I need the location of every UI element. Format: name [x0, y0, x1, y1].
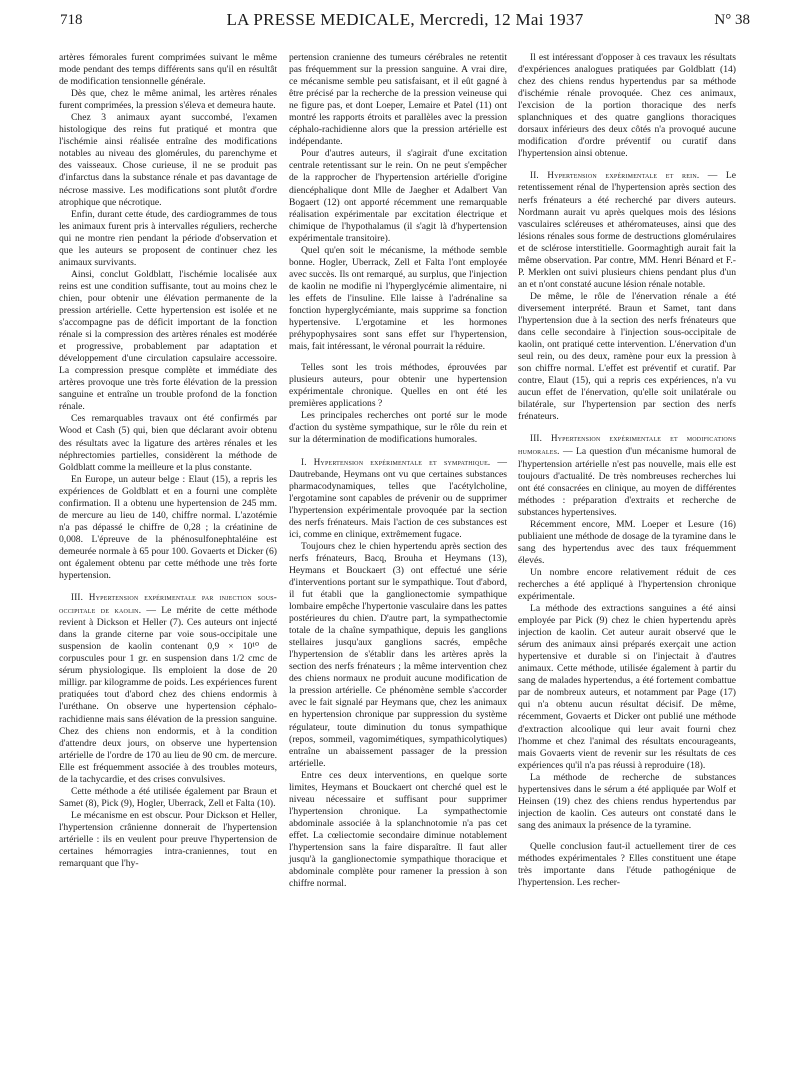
paragraph-text: Les principales recherches ont porté sur le mode d'action du système sympathique, sur le rôle du rein et sur la détermination de modifications humorales.: [289, 410, 507, 446]
paragraph: [59, 209, 277, 269]
paragraph-text: Pour d'autres auteurs, il s'agirait d'une excitation centrale retentissant sur le rein. On ne peut s'empêcher de la rapprocher de l'hypertension artérielle d'origine diencéphalique dont Mlle de Jaegher et Adalbert Van Bogaert (12) ont apporté récemment une remarquable réalisation expérimentale par excitation électrique et chimique de l'hypothalamus (il s'agit là d'hypertension expérimentale transitoire).: [289, 148, 507, 244]
paragraph-text: Il est intéressant d'opposer à ces travaux les résultats d'expériences analogues pratiquées par Goldblatt (14) chez des chiens rendus hypertendus par sa méthode d'ischémie rénale provoquée. Chez ces animaux, l'excision de la portion thoracique des nerfs splanchniques et des quatre ganglions thoraciques dorsaux inférieurs des deux côtés n'a provoqué aucune modification d'ordre préventif ou curatif dans l'hypertension ainsi obtenue.: [518, 52, 736, 160]
paragraph: [289, 362, 507, 410]
paragraph-text: — Dautrebande, Heymans ont vu que certaines substances pharmacodynamiques, telles que l'acétylcholine, l'ergotamine sont capables de prévenir ou de supprimer l'hypertension expérimentale provoquée par la section des nerfs frénateurs. Mais l'action de ces substances est ici, comme en clinique, extrêmement fugace.: [289, 456, 507, 540]
section-heading: I. Hypertension expérimentale et sympathique.: [301, 456, 491, 467]
paragraph: [518, 52, 736, 160]
paragraph-text: Quel qu'en soit le mécanisme, la méthode semble bonne. Hogler, Uberrack, Zell et Falta l'ont employée avec succès. Ils ont remarqué, au surplus, que l'injection de kaolin ne modifie ni l'hyperglycémie alimentaire, ni les effets de l'insuline. Elle laisse à l'adrénaline sa fonction hyperglycémiante, mais supprime sa fonction hypertensive. L'ergotamine et les hormones préhypophysaires sont sans effet sur l'hypertension, mais, fait intéressant, le véronal pourrait la réduire.: [289, 244, 507, 353]
paragraph: [289, 148, 507, 244]
paragraph-text: artères fémorales furent comprimées suivant le même mode pendant des temps différents sans qu'il en résultât de modification tensionnelle générale.: [59, 52, 277, 88]
paragraph: [289, 770, 507, 890]
paragraph: [59, 413, 277, 473]
paragraph: [518, 169, 736, 290]
paragraph: [518, 841, 736, 889]
paragraph-text: Enfin, durant cette étude, des cardiogrammes de tous les animaux furent pris à intervalles réguliers, recherche qui ne montre rien pendant la période d'observation et que les auteurs se proposent de continuer chez les animaux survivants.: [59, 208, 277, 268]
section-heading: III. Hypertension expérimentale par injection sous-occipitale de kaolin.: [59, 592, 277, 616]
journal-title: LA PRESSE MEDICALE, Mercredi, 12 Mai 1937: [226, 10, 584, 29]
paragraph-text: Cette méthode a été utilisée également par Braun et Samet (8), Pick (9), Hogler, Uberrack, Zell et Falta (10).: [59, 785, 277, 809]
paragraph-text: pertension cranienne des tumeurs cérébrales ne retentit pas fréquemment sur la pression sanguine. A vrai dire, ce mécanisme semble peu satisfaisant, et il eût gagné à être précisé par la recherche de la pression veineuse qui ne figure pas, et dont Loeper, Lemaire et Patel (11) ont montré les rapports étroits et parallèles avec la pression céphalo-rachidienne alors que la pression artérielle est indépendante.: [289, 52, 507, 148]
paragraph: [518, 772, 736, 832]
paragraph: [59, 474, 277, 582]
paragraph: [59, 591, 277, 786]
paragraph: [518, 291, 736, 424]
text-column-3: [518, 52, 736, 889]
paragraph-text: — Le retentissement rénal de l'hypertension après section des nerfs frénateurs a été recherché par divers auteurs. Nordmann aurait vu après quelques mois des lésions vasculaires scléreuses et athéromateuses, ainsi que des lésions rénales sous forme de destructions glomérulaires et de sclérose interstitielle. Goormaghtigh aurait fait la même observation. Par contre, MM. Henri Bénard et F.-P. Merklen ont suivi plusieurs chiens pendant plus d'un an et n'ont constaté aucune lésion rénale notable.: [518, 170, 736, 290]
paragraph: [59, 786, 277, 810]
paragraph: [289, 456, 507, 541]
paragraph-text: — La question d'un mécanisme humoral de l'hypertension artérielle n'est pas nouvelle, mais elle est toujours d'actualité. De très nombreuses recherches lui ont été consacrées en clinique, au moyen de différentes méthodes : préparation d'extraits et recherche de substances hypertensives.: [518, 446, 736, 518]
paragraph-text: Ces remarquables travaux ont été confirmés par Wood et Cash (5) qui, bien que déclarant avoir obtenu des résultats avec la ligature des artères rénales et les néphrectomies partielles, considèrent la méthode de Goldblatt comme la meilleure et la plus constante.: [59, 413, 277, 473]
text-column-2: [289, 52, 507, 890]
paragraph: [59, 810, 277, 870]
paragraph-text: La méthode de recherche de substances hypertensives dans le sérum a été appliquée par Wolf et Heinsen (19) chez des chiens rendus hypertendus par injection de kaolin. Ces auteurs ont constaté dans le sang des animaux la présence de la tyramine.: [518, 771, 736, 831]
paragraph-text: Telles sont les trois méthodes, éprouvées par plusieurs auteurs, pour obtenir une hypertension expérimentale chronique. Quelles en ont été les premières applications ?: [289, 362, 507, 410]
text-column-1: [59, 52, 277, 870]
paragraph: [59, 112, 277, 208]
paragraph-text: Ainsi, conclut Goldblatt, l'ischémie localisée aux reins est une condition suffisante, tout au moins chez le chien, pour obtenir une élévation permanente de la pression artérielle. Cette hypertension est isolée et ne s'accompagne pas de déficit important de la fonction rénale si la compression des artères rénales est modérée et progressive, probablement par adaptation et développement d'une circulation capsulaire accessoire. La compression presque complète et immédiate des artères provoque une très forte élévation de la pression sanguine et entraîne un trouble profond de la fonction rénale.: [59, 268, 277, 413]
paragraph: [59, 269, 277, 414]
paragraph-text: Récemment encore, MM. Loeper et Lesure (16) publiaient une méthode de dosage de la tyramine dans le sang des hypertendus avec des taux fréquemment élevés.: [518, 518, 736, 566]
paragraph-text: Quelle conclusion faut-il actuellement tirer de ces méthodes expérimentales ? Elles constituent une étape très importante dans l'étude pathogénique de l'hypertension. Les recher-: [518, 840, 736, 889]
paragraph: [59, 52, 277, 88]
page-header: [60, 8, 750, 38]
paragraph-text: En Europe, un auteur belge : Elaut (15), a repris les expériences de Goldblatt et en a fourni une complète confirmation. Il a obtenu une hypertension de 245 mm. de mercure au lieu de 140, chiffre normal. L'azotémie n'a pas dépassé le chiffre de 0,28 ; la créatinine de 0,008. L'épreuve de la phénosulfonephtaléine est demeurée normale à 65 pour 100. Govaerts et Dicker (6) ont également obtenu par cette méthode une très forte hypertension.: [59, 473, 277, 582]
paragraph: [289, 245, 507, 353]
paragraph-text: — Le mérite de cette méthode revient à Dickson et Heller (7). Ces auteurs ont injecté dans la grande citerne par voie sous-occipitale une suspension de kaolin contenant 0,9 × 10¹⁰ de corpuscules pour 1 gr. en suspension dans 1/2 cmc de sérum physiologique. Ils emploient la dose de 20 milligr. par kilogramme de poids. Les expériences furent pratiquées tout d'abord chez des chiens endormis à l'uréthane. On observe une hypertension céphalo-rachidienne mais sans élévation de la pression sanguine. Chez des chiens non endormis, et à la condition d'attendre deux jours, on observe une hypertension artérielle de l'ordre de 170 au lieu de 90 cm. de mercure. Elle est fréquemment associée à des troubles moteurs, de la tachycardie, et des crises convulsives.: [59, 605, 277, 785]
paragraph: [289, 410, 507, 446]
paragraph: [289, 541, 507, 770]
paragraph-text: De même, le rôle de l'énervation rénale a été diversement interprété. Braun et Samet, tant dans l'hypertension due à la section des nerfs frénateurs que dans celle secondaire à l'injection sous-occipitale de kaolin, ont pratiqué cette intervention. L'énervation d'un seul rein, ou des deux, ramène pour eux la pression à son chiffre normal. L'effet est préventif et curatif. Par contre, Elaut (15), qui a repris ces expériences, n'a vu aucun effet de l'énervation, qu'elle soit unilatérale ou bilatérale, sur l'hypertension par section des nerfs frénateurs.: [518, 290, 736, 423]
paragraph: [518, 519, 736, 567]
paragraph-text: Le mécanisme en est obscur. Pour Dickson et Heller, l'hypertension crânienne donnerait de l'hypertension artérielle : ils en veulent pour preuve l'hypertension de certaines hémorragies intra-craniennes, tout en remarquant que l'hy-: [59, 809, 277, 870]
section-heading: II. Hypertension expérimentale et rein.: [530, 170, 700, 181]
paragraph: [518, 603, 736, 772]
paragraph-text: La méthode des extractions sanguines a été ainsi employée par Pick (9) chez le chien hypertendu après injection de kaolin. Cet auteur aurait observé que le sérum des animaux ainsi préparés exerçait une action hypertensive et durable si on l'injectait à d'autres animaux. Cette méthode, utilisée également à partir du sang de malades hypertendus, a été fortement combattue par de nombreux auteurs, et notamment par Page (17) qui n'a obtenu aucun résultat décisif. De même, récemment, Govaerts et Dicker ont publié une méthode d'extraction alcoolique qui leur avait fourni chez l'homme et chez l'animal des résultats encourageants, mais Govaerts vient de revenir sur les résultats de ces expériences qu'il n'a pas réussi à reproduire (18).: [518, 603, 736, 771]
paragraph: [59, 88, 277, 112]
paragraph-text: Un nombre encore relativement réduit de ces recherches a été appliqué à l'hypertension chronique expérimentale.: [518, 566, 736, 603]
section-heading: III. Hypertension expérimentale et modifications humorales.: [518, 433, 736, 457]
paragraph-text: Dès que, chez le même animal, les artères rénales furent comprimées, la pression s'éleva et demeura haute.: [59, 88, 277, 112]
paragraph: [518, 432, 736, 518]
paragraph: [518, 567, 736, 603]
paragraph-text: Toujours chez le chien hypertendu après section des nerfs frénateurs, Bacq, Brouha et Heymans (13), Heymans et Bouckaert (3) ont effectué une série d'interventions portant sur le sympathique. Tout d'abord, il fut établi que la ganglionectomie sympathique lombaire empêche l'hypertonie vasculaire dans les pattes postérieures du chien. D'autre part, la sympathectomie totale de la chaîne sympathique, depuis les ganglions stellaires jusqu'aux ganglions sacrés, empêche l'hypertension de s'établir dans les artères après la section des nerfs frénateurs ; la même intervention chez des chiens normaux ne produit aucune modification de la pression artérielle. Ce phénomène semble s'accorder avec le fait signalé par Heymans que, chez les animaux en hypertension chronique par suppression du système régulateur, toute diminution du tonus sympathique (repos, sommeil, vagomimétiques, sympathicolytiques) entraîne un abaissement passager de la pression artérielle.: [289, 540, 507, 769]
paragraph: [289, 52, 507, 148]
paragraph-text: Entre ces deux interventions, en quelque sorte limites, Heymans et Bouckaert ont cherché quel est le niveau nécessaire et suffisant pour supprimer l'hypertension chronique. La sympathectomie abdominale associée à la splanchnotomie n'a pas cet effet. La cœliectomie secondaire diminue notablement l'hypertension sans la faire disparaître. Il faut aller jusqu'à la ganglionectomie sympathique thoracique et abdominale complète pour ramener la pression à son chiffre normal.: [289, 769, 507, 890]
page-number: 718: [60, 12, 83, 28]
issue-number: N° 38: [714, 12, 750, 28]
paragraph-text: Chez 3 animaux ayant succombé, l'examen histologique des reins fut pratiqué et montra que l'ischémie ainsi réalisée entraîne des modifications notables au niveau des glomérules, du parenchyme et des vaisseaux. Chose curieuse, il ne se produit pas d'infarctus dans la substance rénale et pas davantage de nécrose massive. Les modifications sont plutôt d'ordre atrophique que nécrotique.: [59, 112, 277, 208]
